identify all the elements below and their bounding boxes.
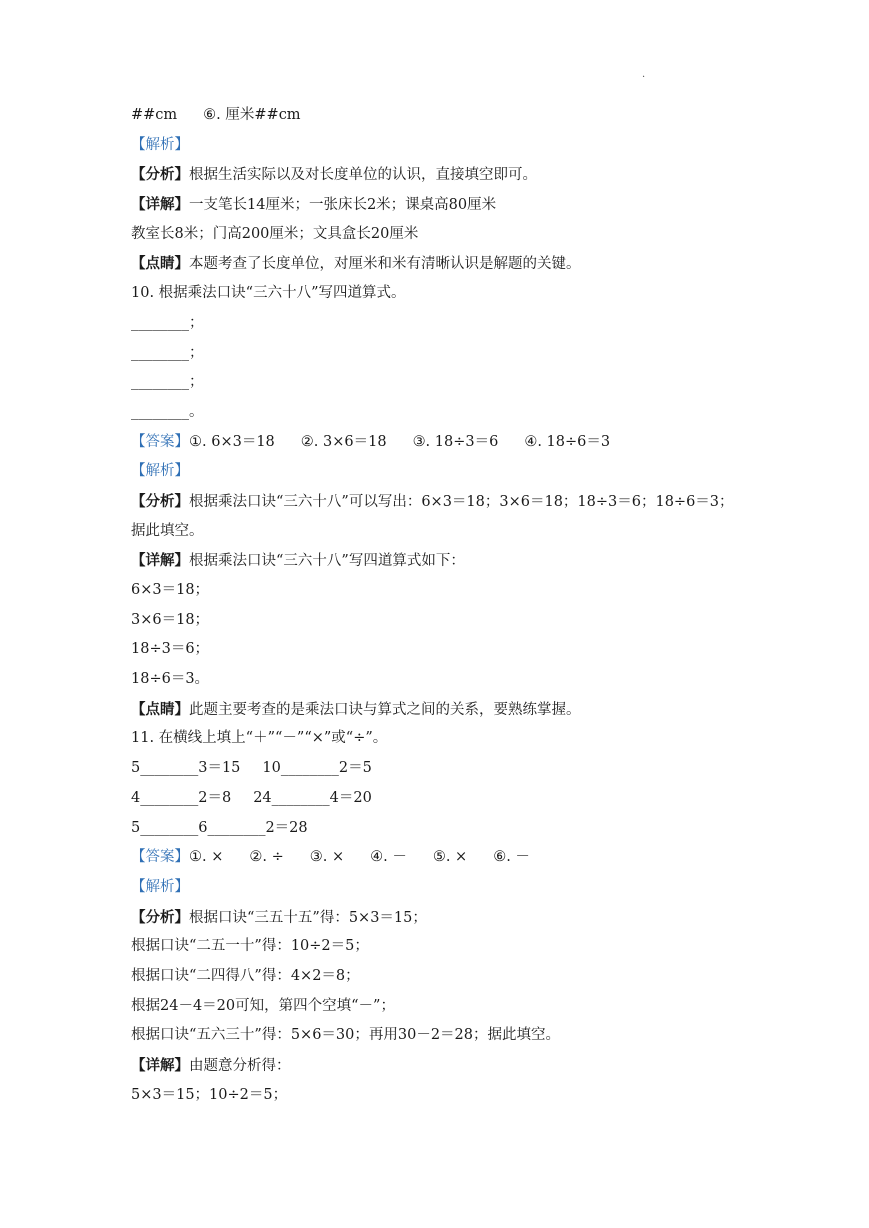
- q9-fenxi: [131, 160, 771, 190]
- q10-step-2: 3×6＝18；: [131, 611, 210, 628]
- q11-fenxi-line-4: 根据口诀“五六三十”得：5×6＝30；再用30－2＝28；据此填空。: [131, 1027, 561, 1044]
- fenxi-text: 根据乘法口诀“三六十八”可以写出：6×3＝18；3×6＝18；18÷3＝6；18÷6＝3；: [189, 493, 734, 510]
- q11-item-1: 5________3＝15: [131, 760, 241, 777]
- q11-last-line: 5×3＝15；10÷2＝5；: [131, 1086, 288, 1103]
- q11-fenxi-line-2: 根据口诀“二四得八”得：4×2＝8；: [131, 967, 360, 984]
- q10-title: 10. 根据乘法口诀“三六十八”写四道算式。: [131, 285, 406, 302]
- q11-answer-2: ②. ÷: [249, 849, 284, 866]
- q11-answer-line: [131, 843, 771, 873]
- q11-answer-3: ③. ×: [309, 849, 345, 866]
- daan-tag: 【答案】: [131, 849, 189, 866]
- dianjing-label: 【点睛】: [131, 700, 189, 718]
- header-dot: ·: [642, 72, 646, 83]
- dianjing-label: 【点睛】: [131, 255, 189, 273]
- xiangjie-label: 【详解】: [131, 1057, 189, 1074]
- q10-blank-3: ________；: [131, 374, 204, 391]
- q10-fenxi: [131, 487, 771, 517]
- fenxi-label: 【分析】: [131, 492, 189, 510]
- q11-item-4: 24________4＝20: [253, 789, 372, 806]
- q9-dianjing: [131, 249, 771, 279]
- fenxi-label: 【分析】: [131, 908, 189, 926]
- q11-row-1: [131, 754, 771, 784]
- q9-jiexi-tag: 【解析】: [131, 136, 189, 153]
- fenxi-text: 根据生活实际以及对长度单位的认识，直接填空即可。: [189, 167, 537, 184]
- q11-answer-1: ①. ×: [189, 849, 224, 866]
- q10-fenxi-cont: 据此填空。: [131, 522, 204, 539]
- q9-tail-line: [131, 101, 771, 131]
- q10-answer-3: ③. 18÷3＝6: [412, 433, 499, 450]
- q10-answer-1: ①. 6×3＝18: [189, 433, 275, 450]
- q11-item-3: 4________2＝8: [131, 789, 232, 806]
- q11-answer-5: ⑤. ×: [432, 849, 468, 866]
- q10-xiangjie: [131, 546, 771, 576]
- q11-row-2: [131, 784, 771, 814]
- page-content: [131, 101, 771, 1110]
- q10-answer-4: ④. 18÷6＝3: [524, 433, 611, 450]
- xiangjie-label: 【详解】: [131, 552, 189, 570]
- q11-title: 11. 在横线上填上“＋”“－”“×”或“÷”。: [131, 730, 388, 747]
- q10-blank-2: ________；: [131, 344, 204, 361]
- q11-xiangjie: [131, 1051, 771, 1081]
- q10-step-3: 18÷3＝6；: [131, 641, 210, 658]
- q10-step-4: 18÷6＝3。: [131, 671, 210, 688]
- q11-fenxi: [131, 903, 771, 933]
- daan-tag: 【答案】: [131, 433, 189, 450]
- xiangjie-text: 一支笔长14厘米；一张床长2米；课桌高80厘米: [189, 197, 497, 214]
- q11-answer-6: ⑥. －: [493, 849, 530, 866]
- q10-dianjing: [131, 695, 771, 725]
- fenxi-label: 【分析】: [131, 166, 189, 184]
- q11-jiexi-tag: 【解析】: [131, 878, 189, 895]
- q11-item-2: 10________2＝5: [262, 760, 372, 777]
- q11-fenxi-line-3: 根据24－4＝20可知，第四个空填“－”；: [131, 997, 395, 1014]
- q9-tail-a: ##cm: [131, 107, 178, 123]
- fenxi-text: 根据口诀“三五十五”得：5×3＝15；: [189, 909, 427, 926]
- q9-xiangjie-cont: 教室长8米；门高200厘米；文具盒长20厘米: [131, 225, 419, 242]
- q11-row-3: 5________6________2＝28: [131, 819, 308, 836]
- xiangjie-label: 【详解】: [131, 196, 189, 214]
- q10-blank-4: ________。: [131, 403, 204, 420]
- q10-jiexi-tag: 【解析】: [131, 463, 189, 480]
- q11-answer-4: ④. －: [370, 849, 407, 866]
- xiangjie-text: 由题意分析得：: [189, 1058, 291, 1074]
- q10-blank-1: ________；: [131, 314, 204, 331]
- q9-xiangjie: [131, 190, 771, 220]
- q10-step-1: 6×3＝18；: [131, 582, 210, 598]
- q10-answer-line: [131, 428, 771, 458]
- dianjing-text: 此题主要考查的是乘法口诀与算式之间的关系，要熟练掌握。: [189, 701, 581, 718]
- q11-fenxi-line-1: 根据口诀“二五一十”得：10÷2＝5；: [131, 938, 369, 955]
- dianjing-text: 本题考查了长度单位，对厘米和米有清晰认识是解题的关键。: [189, 256, 581, 273]
- xiangjie-text: 根据乘法口诀“三六十八”写四道算式如下：: [189, 553, 465, 570]
- q10-answer-2: ②. 3×6＝18: [300, 433, 387, 450]
- q9-tail-b: ⑥. 厘米##cm: [203, 107, 301, 123]
